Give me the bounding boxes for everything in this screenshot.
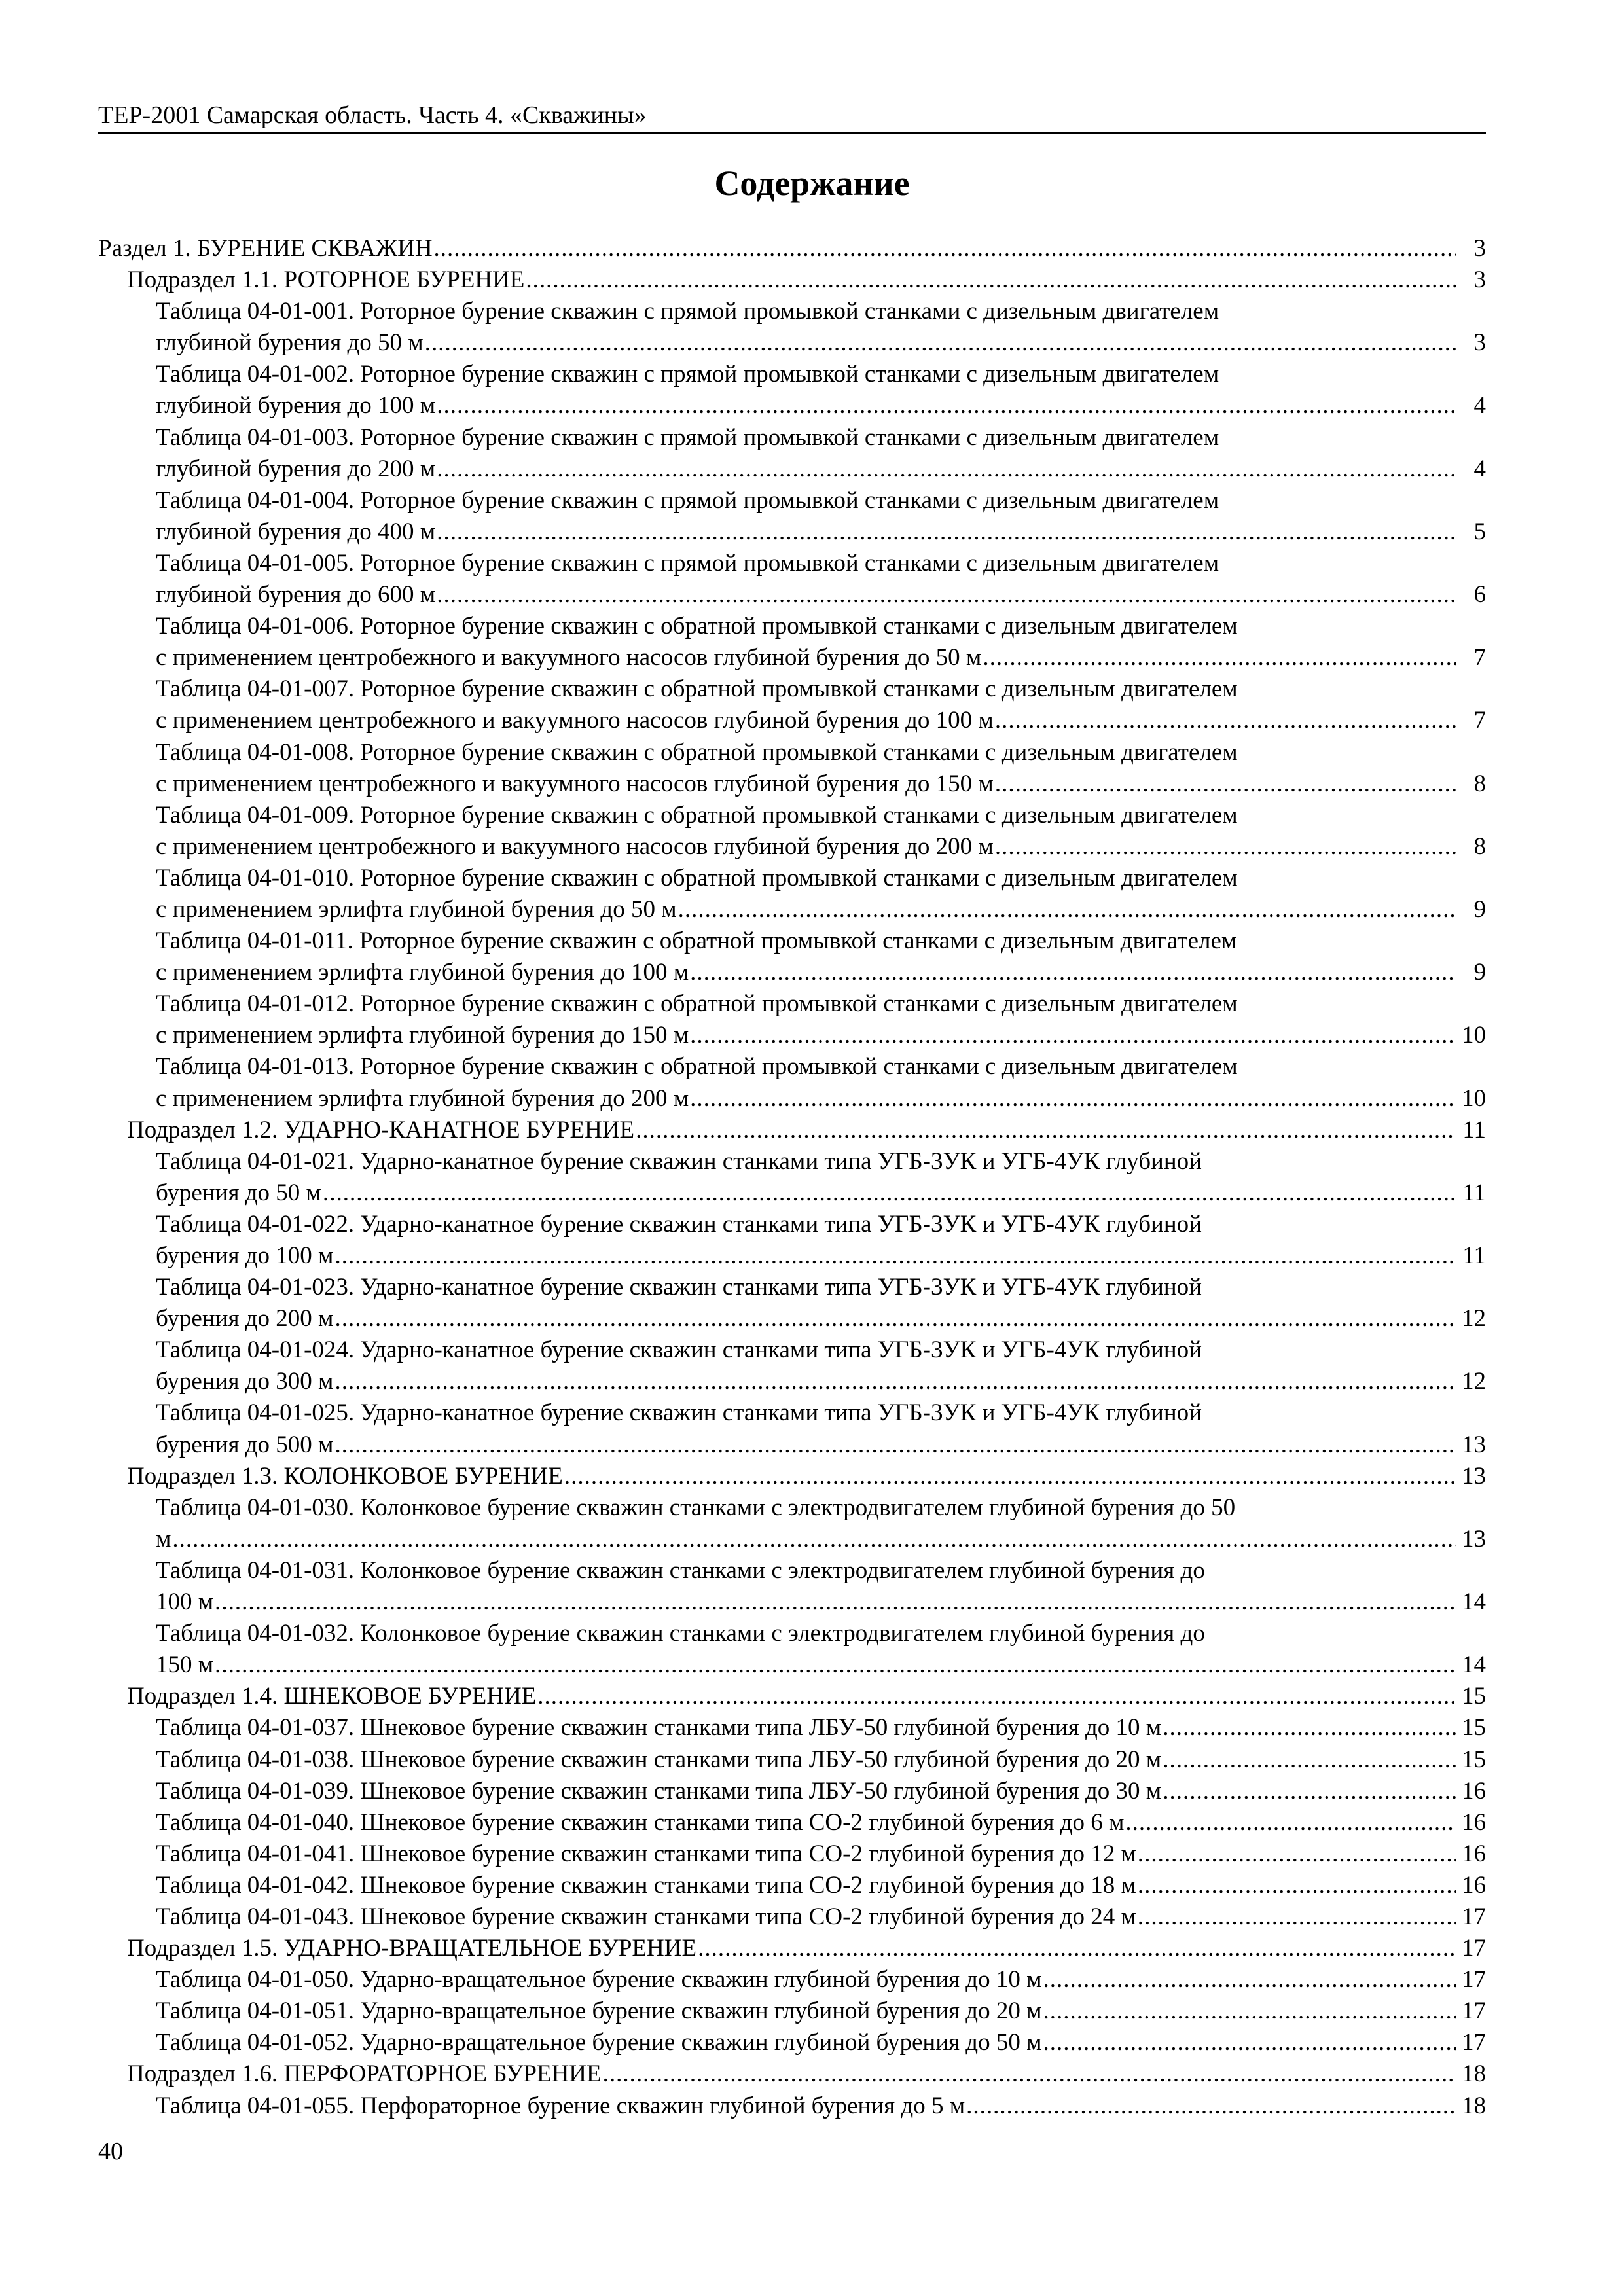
toc-table-entry[interactable] [98,1555,1486,1618]
dot-leader [1138,1839,1456,1870]
toc-table-entry[interactable] [98,800,1486,863]
toc-table-entry[interactable] [98,2027,1486,2058]
toc-entry-title-line: Таблица 04-01-012. Роторное бурение скважин с обратной промывкой станками с дизельным двигателем [156,990,1238,1018]
toc-entry-title: Подраздел 1.2. УДАРНО-КАНАТНОЕ БУРЕНИЕ [127,1116,635,1143]
toc-entry-line [156,1649,1486,1681]
toc-entry-line [156,1807,1486,1839]
toc-entry-title: с применением центробежного и вакуумного насосов глубиной бурения до 100 м [156,707,994,734]
toc-title: Содержание [714,164,910,203]
toc-table-entry[interactable] [98,1744,1486,1776]
toc-entry-title: с применением эрлифта глубиной бурения до 150 м [156,1022,689,1049]
toc-entry-line [156,1366,1486,1397]
toc-entry-line [156,1587,1486,1618]
toc-page-number: 12 [1462,1368,1486,1395]
toc-page-number: 9 [1473,959,1486,986]
dot-leader [334,1366,1456,1397]
toc-entry-title: глубиной бурения до 100 м [156,392,436,420]
toc-entry-title-line: Таблица 04-01-002. Роторное бурение скважин с прямой промывкой станками с дизельным двигателем [156,361,1219,388]
toc-entry-title: 100 м [156,1588,214,1616]
toc-subsection[interactable] [98,1933,1486,1964]
toc-entry-title: Подраздел 1.3. КОЛОНКОВОЕ БУРЕНИЕ [127,1462,563,1490]
dot-leader [1125,1807,1456,1839]
toc-table-entry[interactable] [98,485,1486,548]
toc-subsection[interactable] [98,264,1486,296]
dot-leader [172,1524,1456,1555]
toc-entry-line [156,1712,1486,1744]
toc-entry-line [156,1429,1486,1461]
dot-leader [215,1649,1456,1681]
toc-table-entry[interactable] [98,1397,1486,1460]
toc-entry-title-line: Таблица 04-01-006. Роторное бурение скважин с обратной промывкой станками с дизельным двигателем [156,613,1238,640]
toc-table-entry[interactable] [98,1272,1486,1335]
dot-leader [966,2090,1456,2122]
toc-entry-title: с применением эрлифта глубиной бурения до 100 м [156,959,689,986]
toc-entry-line [156,1839,1486,1870]
dot-leader [690,1020,1456,1051]
page-number: 40 [98,2138,123,2165]
toc-table-entry[interactable] [98,2090,1486,2122]
toc-page-number: 4 [1473,455,1486,482]
dot-leader [1163,1744,1456,1776]
toc-table-entry[interactable] [98,988,1486,1051]
toc-page-number: 5 [1473,518,1486,545]
toc-page-number: 15 [1462,1714,1486,1742]
toc-entry-line [156,1240,1486,1272]
toc-page-number: 17 [1462,1966,1486,1994]
dot-leader [437,390,1456,422]
toc-entry-line [156,957,1486,988]
toc-entry-title-line: Таблица 04-01-001. Роторное бурение скважин с прямой промывкой станками с дизельным двигателем [156,298,1219,325]
dot-leader [564,1461,1456,1492]
toc-entry-title-line: Таблица 04-01-003. Роторное бурение скважин с прямой промывкой станками с дизельным двигателем [156,423,1219,451]
toc-entry-title: Таблица 04-01-039. Шнековое бурение скважин станками типа ЛБУ-50 глубиной бурения до 30 м [156,1777,1162,1804]
running-header: ТЕР-2001 Самарская область. Часть 4. «Скважины» [98,101,647,129]
toc-entry-line [156,831,1486,863]
toc-table-entry[interactable] [98,611,1486,673]
toc-table-entry[interactable] [98,296,1486,359]
toc-table-entry[interactable] [98,737,1486,800]
toc-entry-title-line: Таблица 04-01-030. Колонковое бурение скважин станками с электродвигателем глубиной бурения до 50 [156,1494,1236,1521]
toc-table-entry[interactable] [98,1839,1486,1870]
toc-subsection[interactable] [98,2058,1486,2090]
toc-table-entry[interactable] [98,1146,1486,1209]
toc-table-entry[interactable] [98,1712,1486,1744]
toc-entry-title-line: Таблица 04-01-023. Ударно-канатное бурение скважин станками типа УГБ-3УК и УГБ-4УК глубиной [156,1274,1202,1301]
toc-entry-line [156,516,1486,548]
toc-page-number: 17 [1462,1935,1486,1962]
dot-leader [1043,1996,1456,2027]
toc-entry-line [156,579,1486,611]
dot-leader [603,2058,1456,2090]
dot-leader [425,327,1456,359]
toc-entry-title: Раздел 1. БУРЕНИЕ СКВАЖИН [98,235,433,262]
toc-entry-title: с применением эрлифта глубиной бурения до 200 м [156,1085,689,1112]
toc-entry-line [156,894,1486,925]
toc-entry-title-line: Таблица 04-01-021. Ударно-канатное бурение скважин станками типа УГБ-3УК и УГБ-4УК глубиной [156,1147,1202,1175]
toc-page-number: 17 [1462,1998,1486,2025]
toc-entry-title: бурения до 50 м [156,1179,321,1206]
toc-entry-line [156,1524,1486,1555]
toc-entry-line [98,233,1486,264]
toc-page-number: 17 [1462,1903,1486,1930]
toc-page-number: 17 [1462,2029,1486,2056]
toc-page-number: 13 [1462,1462,1486,1490]
toc-entry-title-line: Таблица 04-01-032. Колонковое бурение скважин станками с электродвигателем глубиной бурения до [156,1620,1205,1647]
toc-entry-title: Таблица 04-01-037. Шнековое бурение скважин станками типа ЛБУ-50 глубиной бурения до 10 м [156,1714,1162,1742]
toc-entry-title: бурения до 100 м [156,1242,334,1269]
toc-entry-line [156,1996,1486,2027]
toc-entry-line [156,642,1486,673]
toc-entry-line [156,705,1486,736]
toc-entry-title-line: Таблица 04-01-013. Роторное бурение скважин с обратной промывкой станками с дизельным двигателем [156,1053,1238,1081]
toc-page-number: 16 [1462,1840,1486,1867]
toc-table-entry[interactable] [98,1901,1486,1933]
dot-leader [995,705,1456,736]
dot-leader [995,831,1456,863]
toc-page-number: 15 [1462,1683,1486,1710]
dot-leader [983,642,1456,673]
toc-entry-line [127,1681,1486,1712]
toc-page-number: 3 [1473,266,1486,294]
toc-entry-line [127,1115,1486,1146]
toc-page-number: 3 [1473,329,1486,357]
toc-entry-title: Таблица 04-01-040. Шнековое бурение скважин станками типа СО-2 глубиной бурения до 6 м [156,1808,1125,1836]
toc-table-entry[interactable] [98,1776,1486,1807]
toc-table-entry[interactable] [98,1618,1486,1681]
toc-entry-title: с применением центробежного и вакуумного насосов глубиной бурения до 200 м [156,833,994,860]
table-of-contents [98,233,1486,2122]
toc-entry-line [156,1901,1486,1933]
toc-entry-line [127,1461,1486,1492]
toc-entry-title-line: Таблица 04-01-010. Роторное бурение скважин с обратной промывкой станками с дизельным двигателем [156,864,1238,891]
toc-section[interactable] [98,233,1486,264]
toc-subsection[interactable] [98,1461,1486,1492]
toc-page-number: 11 [1462,1116,1486,1143]
toc-entry-title: бурения до 300 м [156,1368,334,1395]
toc-entry-title: глубиной бурения до 600 м [156,581,436,609]
toc-page-number: 18 [1462,2060,1486,2088]
toc-entry-line [156,1870,1486,1901]
toc-page-number: 13 [1462,1525,1486,1552]
toc-page-number: 9 [1473,895,1486,923]
toc-entry-title-line: Таблица 04-01-025. Ударно-канатное бурение скважин станками типа УГБ-3УК и УГБ-4УК глубиной [156,1399,1202,1427]
toc-table-entry[interactable] [98,925,1486,988]
toc-table-entry[interactable] [98,1807,1486,1839]
toc-entry-title: Таблица 04-01-038. Шнековое бурение скважин станками типа ЛБУ-50 глубиной бурения до 20 м [156,1746,1162,1773]
dot-leader [1163,1712,1456,1744]
toc-entry-line [156,1744,1486,1776]
toc-entry-line [156,1083,1486,1115]
dot-leader [1043,1964,1456,1996]
toc-page-number: 16 [1462,1871,1486,1899]
toc-page-number: 8 [1473,770,1486,797]
toc-page-number: 11 [1462,1179,1486,1206]
toc-entry-title: бурения до 500 м [156,1431,334,1458]
dot-leader [1163,1776,1456,1807]
dot-leader [678,894,1456,925]
toc-entry-title: 150 м [156,1651,214,1679]
toc-page-number: 13 [1462,1431,1486,1458]
toc-table-entry[interactable] [98,1870,1486,1901]
toc-table-entry[interactable] [98,548,1486,611]
toc-page-number: 14 [1462,1651,1486,1679]
toc-page-number: 6 [1473,581,1486,609]
toc-page-number: 4 [1473,392,1486,420]
dot-leader [1138,1870,1456,1901]
toc-entry-title: Таблица 04-01-051. Ударно-вращательное бурение скважин глубиной бурения до 20 м [156,1998,1042,2025]
toc-entry-title-line: Таблица 04-01-004. Роторное бурение скважин с прямой промывкой станками с дизельным двигателем [156,486,1219,514]
toc-entry-title: Подраздел 1.6. ПЕРФОРАТОРНОЕ БУРЕНИЕ [127,2060,602,2088]
toc-table-entry[interactable] [98,359,1486,422]
toc-entry-title: с применением центробежного и вакуумного насосов глубиной бурения до 50 м [156,644,982,672]
dot-leader [334,1303,1456,1335]
dot-leader [995,768,1456,800]
dot-leader [1138,1901,1456,1933]
toc-entry-title-line: Таблица 04-01-007. Роторное бурение скважин с обратной промывкой станками с дизельным двигателем [156,675,1238,703]
toc-page-number: 8 [1473,833,1486,860]
toc-entry-title: Таблица 04-01-050. Ударно-вращательное бурение скважин глубиной бурения до 10 м [156,1966,1042,1994]
toc-entry-title: Таблица 04-01-043. Шнековое бурение скважин станками типа СО-2 глубиной бурения до 24 м [156,1903,1136,1930]
toc-entry-title-line: Таблица 04-01-011. Роторное бурение скважин с обратной промывкой станками с дизельным двигателем [156,927,1237,955]
toc-entry-line [127,2058,1486,2090]
toc-page-number: 10 [1462,1085,1486,1112]
toc-table-entry[interactable] [98,1051,1486,1114]
toc-page-number: 12 [1462,1305,1486,1333]
dot-leader [526,264,1456,296]
toc-page-number: 10 [1462,1022,1486,1049]
toc-entry-line [127,264,1486,296]
toc-entry-title: с применением центробежного и вакуумного насосов глубиной бурения до 150 м [156,770,994,797]
toc-entry-title-line: Таблица 04-01-031. Колонковое бурение скважин станками с электродвигателем глубиной бурения до [156,1556,1205,1584]
toc-page-number: 18 [1462,2092,1486,2119]
dot-leader [437,454,1456,485]
toc-entry-title: глубиной бурения до 200 м [156,455,436,482]
toc-entry-line [156,1177,1486,1209]
toc-entry-line [156,1776,1486,1807]
toc-entry-title: бурения до 200 м [156,1305,334,1333]
toc-entry-line [156,2027,1486,2058]
toc-page-number: 15 [1462,1746,1486,1773]
toc-subsection[interactable] [98,1681,1486,1712]
toc-entry-title: с применением эрлифта глубиной бурения до 50 м [156,895,677,923]
dot-leader [1043,2027,1456,2058]
toc-entry-title: Подраздел 1.4. ШНЕКОВОЕ БУРЕНИЕ [127,1683,537,1710]
toc-entry-line [156,1964,1486,1996]
dot-leader [215,1587,1456,1618]
toc-entry-title: глубиной бурения до 50 м [156,329,424,357]
toc-page-number: 7 [1473,644,1486,672]
dot-leader [437,579,1456,611]
dot-leader [323,1177,1456,1209]
dot-leader [698,1933,1456,1964]
toc-table-entry[interactable] [98,422,1486,485]
toc-table-entry[interactable] [98,673,1486,736]
toc-entry-title: Подраздел 1.1. РОТОРНОЕ БУРЕНИЕ [127,266,525,294]
dot-leader [334,1240,1456,1272]
toc-table-entry[interactable] [98,1209,1486,1272]
dot-leader [690,1083,1456,1115]
toc-entry-title: глубиной бурения до 400 м [156,518,436,545]
toc-entry-line [156,1020,1486,1051]
toc-table-entry[interactable] [98,1335,1486,1397]
toc-subsection[interactable] [98,1115,1486,1146]
dot-leader [334,1429,1456,1461]
toc-entry-title: Таблица 04-01-052. Ударно-вращательное бурение скважин глубиной бурения до 50 м [156,2029,1042,2056]
toc-page-number: 3 [1473,235,1486,262]
toc-entry-title-line: Таблица 04-01-005. Роторное бурение скважин с прямой промывкой станками с дизельным двигателем [156,549,1219,577]
toc-page-number: 16 [1462,1777,1486,1804]
toc-entry-title: Таблица 04-01-041. Шнековое бурение скважин станками типа СО-2 глубиной бурения до 12 м [156,1840,1136,1867]
toc-table-entry[interactable] [98,1996,1486,2027]
toc-entry-title-line: Таблица 04-01-022. Ударно-канатное бурение скважин станками типа УГБ-3УК и УГБ-4УК глубиной [156,1210,1202,1238]
dot-leader [537,1681,1456,1712]
toc-entry-line [156,1303,1486,1335]
toc-entry-title-line: Таблица 04-01-024. Ударно-канатное бурение скважин станками типа УГБ-3УК и УГБ-4УК глубиной [156,1336,1202,1364]
toc-entry-line [156,454,1486,485]
toc-page-number: 14 [1462,1588,1486,1616]
toc-entry-title: Таблица 04-01-055. Перфораторное бурение скважин глубиной бурения до 5 м [156,2092,965,2119]
toc-page-number: 11 [1462,1242,1486,1269]
toc-entry-title: м [156,1525,171,1552]
header-rule [98,132,1486,134]
toc-table-entry[interactable] [98,863,1486,925]
dot-leader [437,516,1456,548]
toc-entry-line [127,1933,1486,1964]
toc-entry-title: Таблица 04-01-042. Шнековое бурение скважин станками типа СО-2 глубиной бурения до 18 м [156,1871,1136,1899]
toc-table-entry[interactable] [98,1964,1486,1996]
toc-entry-line [156,390,1486,422]
toc-page-number: 7 [1473,707,1486,734]
toc-page-number: 16 [1462,1808,1486,1836]
toc-entry-title-line: Таблица 04-01-008. Роторное бурение скважин с обратной промывкой станками с дизельным двигателем [156,738,1238,766]
dot-leader [636,1115,1456,1146]
dot-leader [690,957,1456,988]
toc-entry-line [156,2090,1486,2122]
dot-leader [434,233,1456,264]
toc-entry-title: Подраздел 1.5. УДАРНО-ВРАЩАТЕЛЬНОЕ БУРЕНИЕ [127,1935,697,1962]
toc-entry-title-line: Таблица 04-01-009. Роторное бурение скважин с обратной промывкой станками с дизельным двигателем [156,801,1238,829]
toc-entry-line [156,327,1486,359]
toc-table-entry[interactable] [98,1492,1486,1555]
toc-entry-line [156,768,1486,800]
